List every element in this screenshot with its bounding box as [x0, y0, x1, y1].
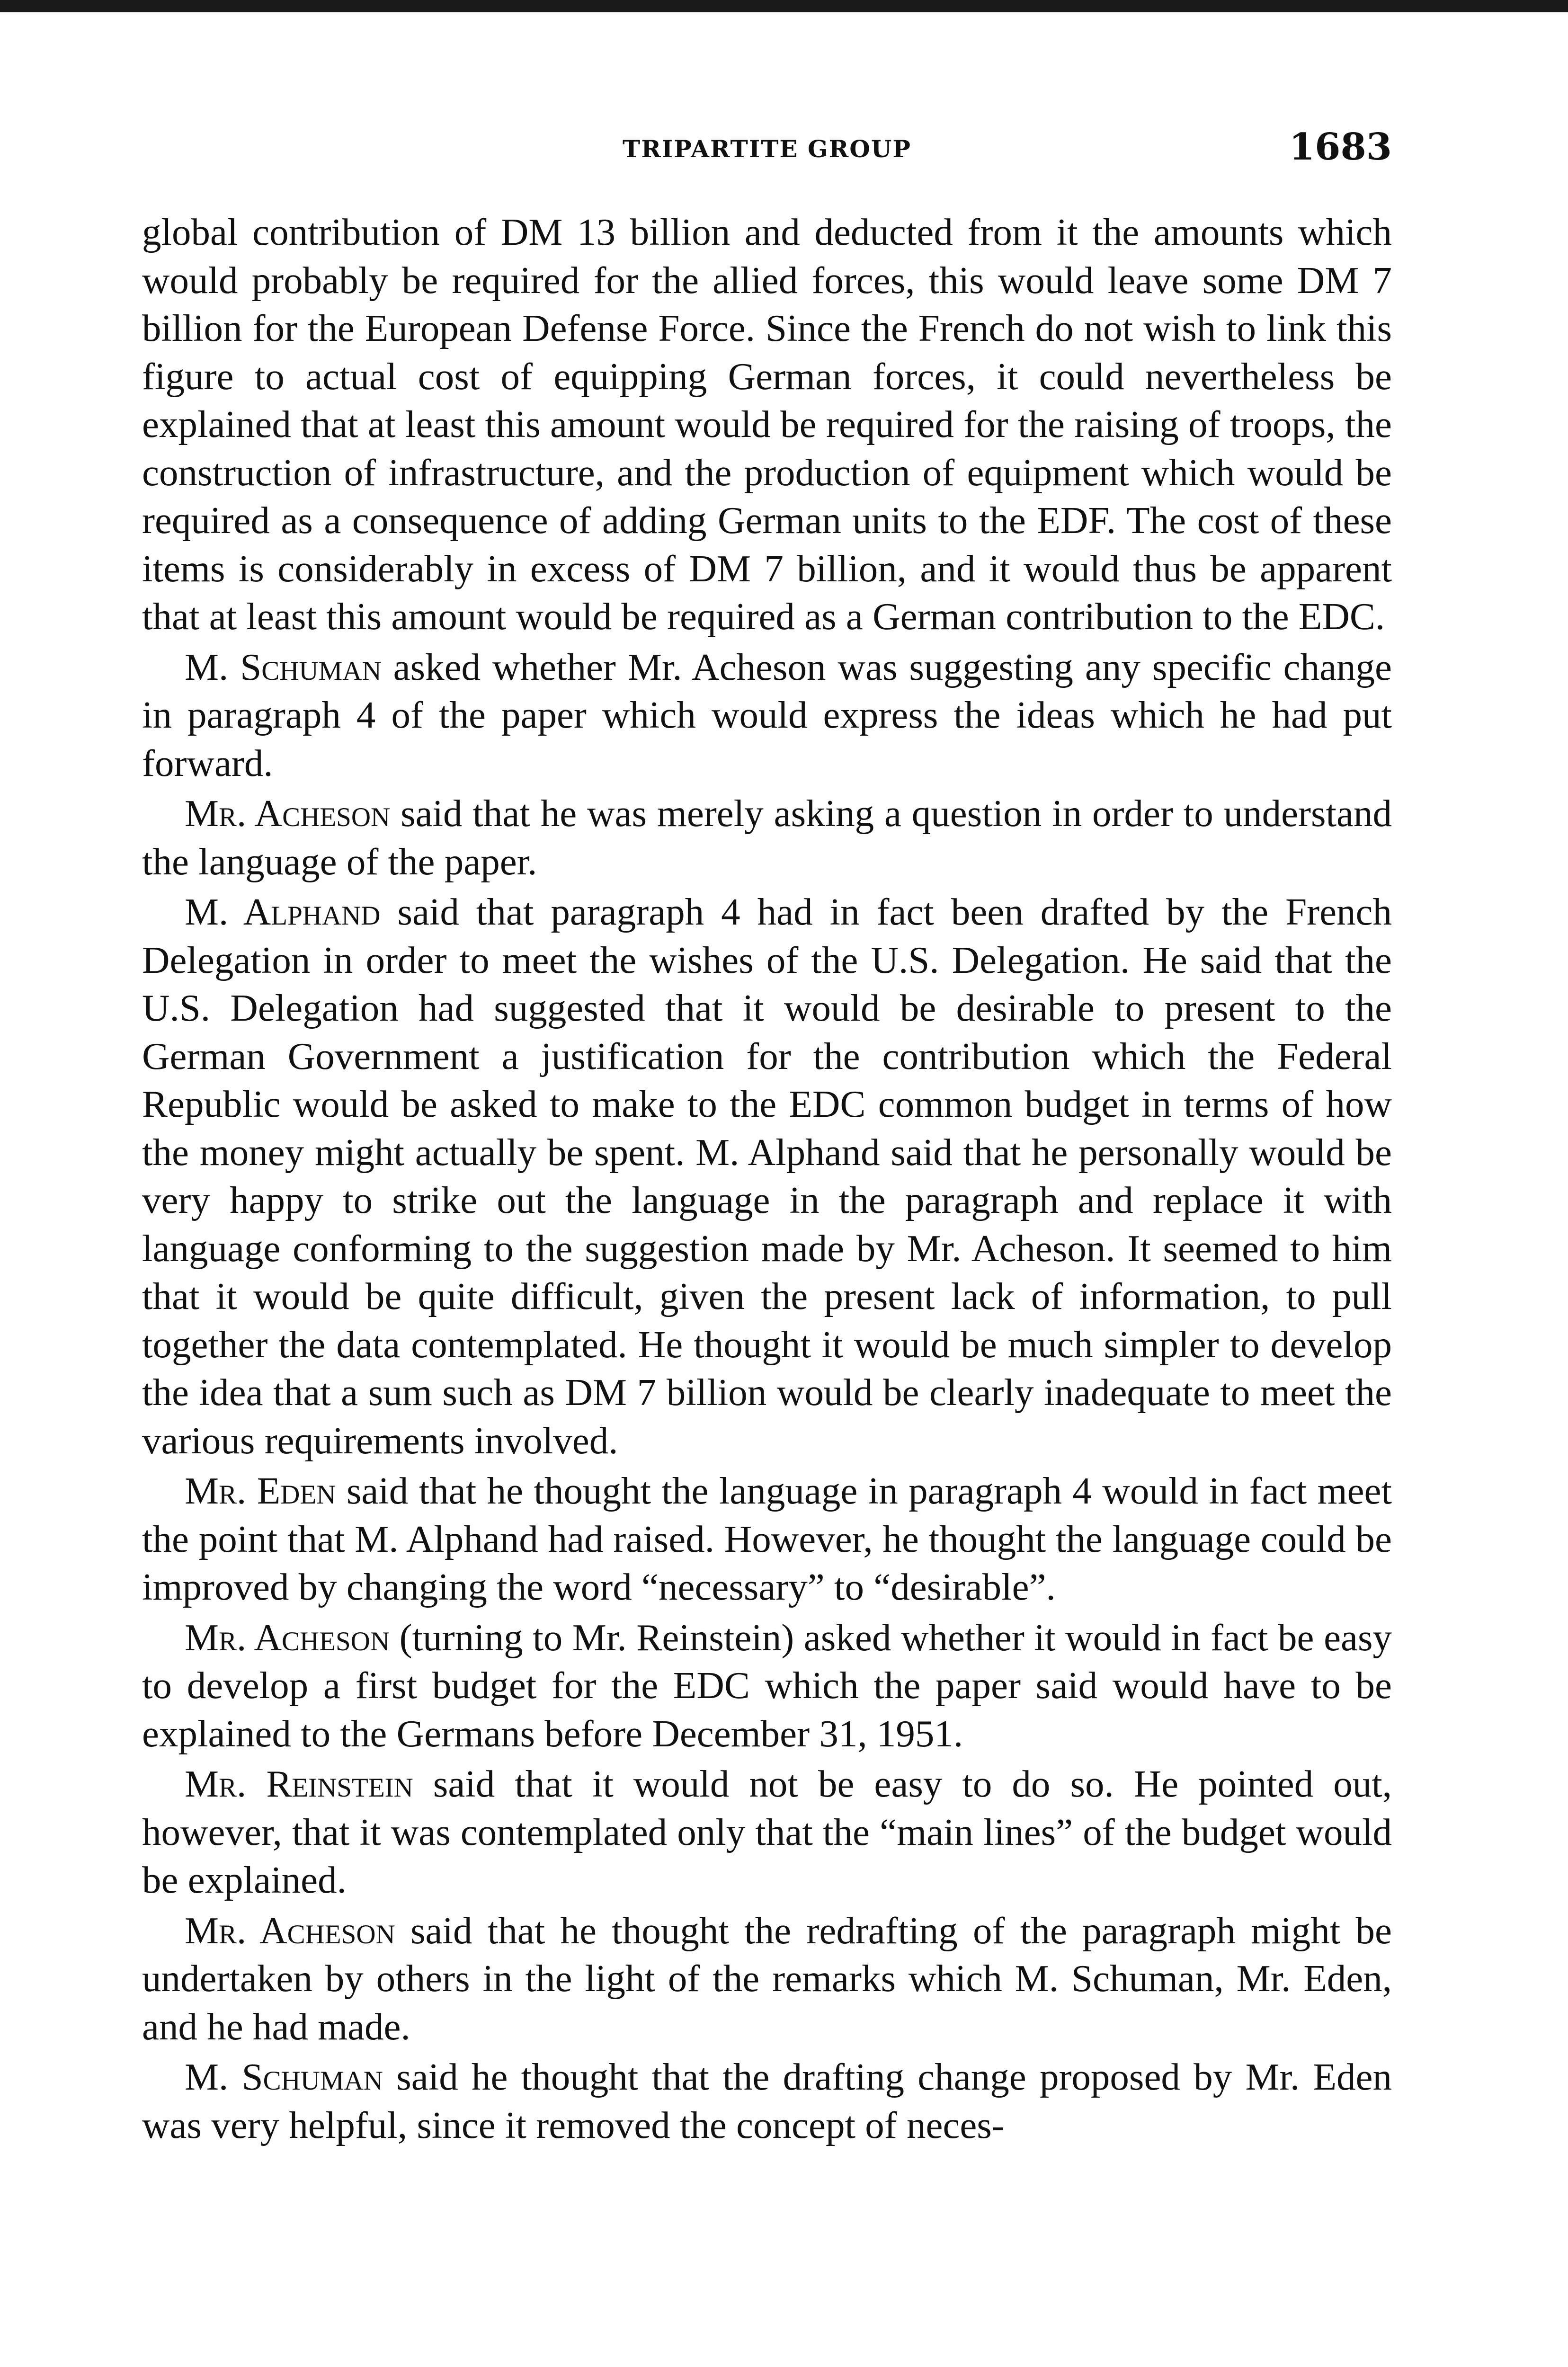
paragraph-text: said that it would not be easy to do so. He pointed out, however, that it was contemplated only that the “main lines” of the budget would be explained.	[142, 1762, 1392, 1901]
speaker-name: Mr. Acheson	[185, 1616, 390, 1659]
paragraph-text: (turning to Mr. Reinstein) asked whether it would in fact be easy to develop a first budget for the EDC which the paper said would have to be explained to the Germans before December 31, 1951.	[142, 1616, 1392, 1755]
running-head: TRIPARTITE GROUP	[623, 135, 911, 163]
paragraph-text: global contribution of DM 13 billion and deducted from it the amounts which would probably be required for the allied forces, this would leave some DM 7 billion for the European Defense Force. Since the French do not wish to link this figure to actual cost of equipping German forces, it could nevertheless be explained that at least this amount would be required for the raising of troops, the construction of infrastructure, and the production of equipment which would be required as a consequence of adding German units to the EDF. The cost of these items is considerably in excess of DM 7 billion, and it would thus be apparent that at least this amount would be required as a German contribution to the EDC.	[142, 211, 1392, 638]
paragraph-2	[142, 643, 1392, 788]
paragraph-1	[142, 208, 1392, 641]
paragraph-6	[142, 1614, 1392, 1758]
speaker-name: M. Schuman	[185, 2056, 383, 2098]
page-header	[142, 116, 1392, 173]
body-text	[142, 208, 1392, 2152]
paragraph-4	[142, 888, 1392, 1465]
speaker-name: M. Alphand	[185, 890, 381, 933]
paragraph-text: asked whether Mr. Acheson was suggesting any specific change in paragraph 4 of the paper which would express the ideas which he had put forward.	[142, 645, 1392, 784]
paragraph-8	[142, 1907, 1392, 2051]
page-top-border	[0, 0, 1568, 12]
speaker-name: Mr. Acheson	[185, 792, 391, 835]
speaker-name: Mr. Eden	[185, 1469, 336, 1512]
paragraph-text: said he thought that the drafting change proposed by Mr. Eden was very helpful, since it removed the concept of neces-	[142, 2056, 1392, 2146]
paragraph-text: said that he was merely asking a question in order to understand the language of the paper.	[142, 792, 1392, 883]
paragraph-text: said that he thought the redrafting of the paragraph might be undertaken by others in the light of the remarks which M. Schuman, Mr. Eden, and he had made.	[142, 1909, 1392, 2048]
paragraph-text: said that paragraph 4 had in fact been drafted by the French Delegation in order to meet the wishes of the U.S. Delegation. He said that the U.S. Delegation had suggested that it would be desirable to present to the German Government a justification for the contribution which the Federal Republic would be asked to make to the EDC common budget in terms of how the money might actually be spent. M. Alphand said that he personally would be very happy to strike out the language in the paragraph and replace it with language conforming to the suggestion made by Mr. Acheson. It seemed to him that it would be quite difficult, given the present lack of information, to pull together the data contemplated. He thought it would be much simpler to develop the idea that a sum such as DM 7 billion would be clearly inadequate to meet the various requirements involved.	[142, 890, 1392, 1462]
paragraph-text: said that he thought the language in paragraph 4 would in fact meet the point that M. Alphand had raised. However, he thought the language could be improved by changing the word “necessary” to “desirable”.	[142, 1469, 1392, 1608]
paragraph-9	[142, 2053, 1392, 2149]
paragraph-5	[142, 1467, 1392, 1611]
paragraph-7	[142, 1760, 1392, 1904]
speaker-name: Mr. Acheson	[185, 1909, 395, 1952]
paragraph-3	[142, 790, 1392, 886]
page-number: 1683	[1289, 125, 1392, 169]
speaker-name: M. Schuman	[185, 645, 382, 688]
speaker-name: Mr. Reinstein	[185, 1762, 413, 1805]
